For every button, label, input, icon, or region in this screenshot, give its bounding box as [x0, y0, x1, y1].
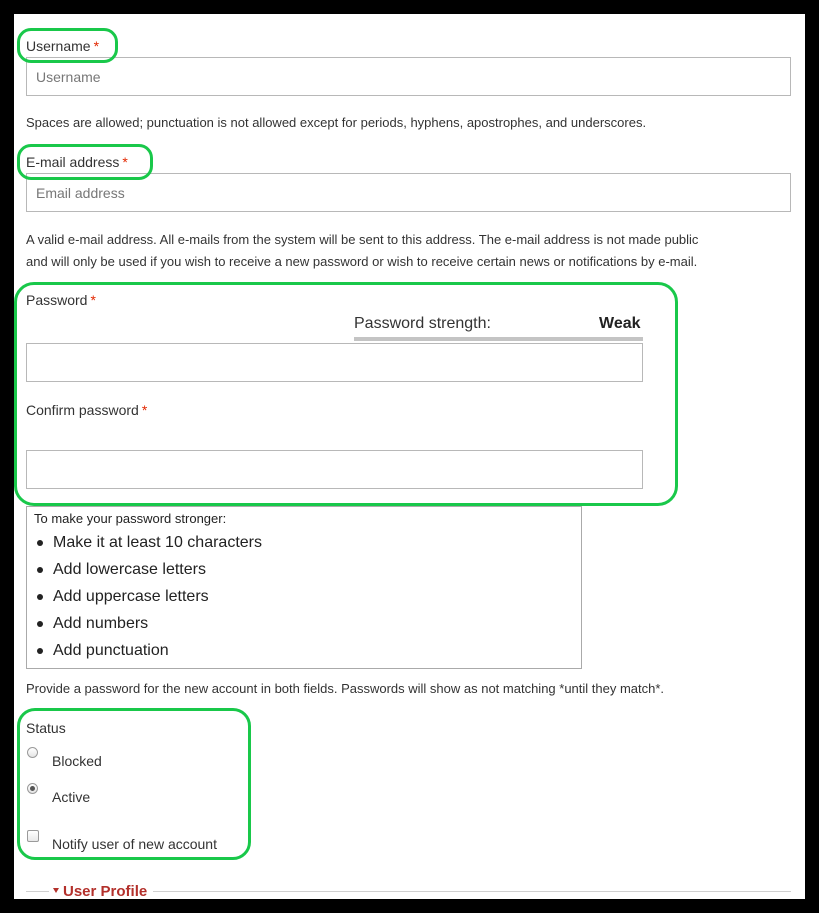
password-label: Password * — [26, 292, 96, 308]
required-marker: * — [141, 402, 148, 418]
password-strength-track — [354, 337, 643, 341]
email-description-line: and will only be used if you wish to receive a new password or wish to receive certain news or notifications by e-mail. — [26, 254, 698, 269]
notify-user-checkbox[interactable] — [27, 830, 39, 842]
email-label: E-mail address * — [26, 154, 128, 170]
required-marker: * — [93, 38, 100, 54]
password-description: Provide a password for the new account in both fields. Passwords will show as not matching *until they match*. — [26, 681, 665, 696]
password-suggestion-item: Make it at least 10 characters — [34, 532, 262, 559]
notify-user-label[interactable]: Notify user of new account — [52, 836, 217, 852]
username-input[interactable] — [26, 57, 791, 96]
status-label: Status — [26, 720, 66, 736]
password-suggestions-list — [34, 532, 262, 667]
required-marker: * — [122, 154, 128, 170]
username-description: Spaces are allowed; punctuation is not allowed except for periods, hyphens, apostrophes, and underscores. — [26, 115, 647, 130]
username-label: Username * — [26, 38, 100, 54]
email-input[interactable] — [26, 173, 791, 212]
status-blocked-radio[interactable] — [27, 747, 38, 758]
password-strength-value: Weak — [599, 315, 641, 332]
status-active-label[interactable]: Active — [52, 789, 91, 805]
password-suggestion-item: Add punctuation — [34, 640, 262, 667]
password-suggestion-item: Add numbers — [34, 613, 262, 640]
user-profile-legend[interactable] — [49, 882, 153, 899]
password-input[interactable] — [26, 343, 643, 382]
collapse-arrow-icon — [53, 888, 59, 893]
password-strength-label: Password strength: — [354, 315, 491, 332]
password-suggestion-item: Add lowercase letters — [34, 559, 262, 586]
user-profile-legend-text: User Profile — [63, 883, 148, 899]
password-suggestions-title: To make your password stronger: — [34, 511, 227, 526]
required-marker: * — [90, 292, 96, 308]
password-strength-bar — [354, 337, 643, 341]
confirm-password-label: Confirm password * — [26, 402, 148, 418]
status-active-radio[interactable] — [27, 783, 38, 794]
password-suggestion-item: Add uppercase letters — [34, 586, 262, 613]
email-description — [26, 229, 796, 273]
user-registration-form — [14, 14, 805, 899]
status-blocked-label[interactable]: Blocked — [52, 753, 102, 769]
email-description-line: A valid e-mail address. All e-mails from the system will be sent to this address. The e-mail address is not made public — [26, 232, 699, 247]
password-suggestions-box — [26, 506, 582, 669]
confirm-password-input[interactable] — [26, 450, 643, 489]
